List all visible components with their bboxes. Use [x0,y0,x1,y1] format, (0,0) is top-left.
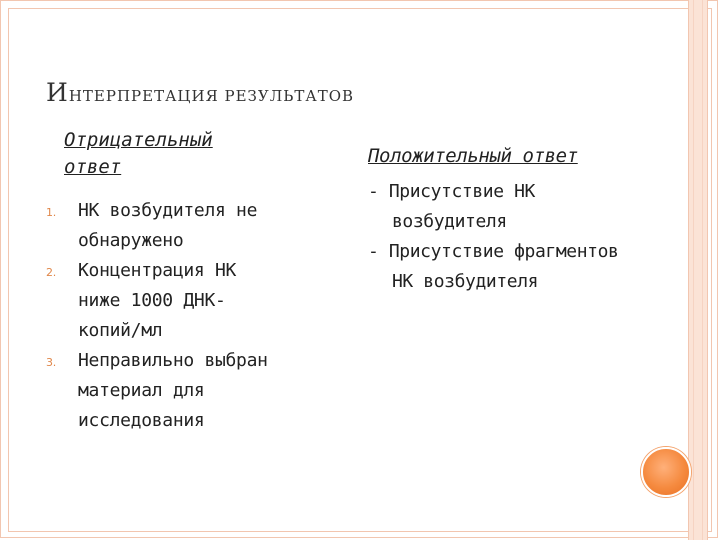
positive-heading: Положительный ответ [368,145,578,167]
negative-list [46,196,346,436]
list-number: 3. [46,356,56,369]
positive-item-line: возбудителя [392,211,507,232]
list-item-line: НК возбудителя не [78,200,258,221]
list-item-line: материал для [78,380,205,401]
list-item-line: ниже 1000 ДНК- [78,290,226,311]
list-item [46,256,346,346]
title-capital: И [46,78,69,107]
list-item-line: копий/мл [78,320,163,341]
list-item-line: обнаружено [78,230,184,251]
list-item [46,346,346,436]
list-item-line: Концентрация НК [78,260,237,281]
list-number: 2. [46,266,56,279]
slide-title [46,78,354,107]
positive-item-line: - Присутствие фрагментов [368,241,619,262]
positive-item-line: - Присутствие НК [368,181,535,202]
negative-heading-line1: Отрицательный [64,129,213,151]
list-item [46,196,346,256]
list-item-line: исследования [78,410,205,431]
positive-item-line: НК возбудителя [392,271,539,292]
positive-list [368,177,688,297]
negative-heading [64,127,314,181]
decorative-stripe-inner [693,0,703,540]
decorative-circle [641,447,691,497]
list-number: 1. [46,206,56,219]
negative-heading-line2: ответ [64,156,122,178]
title-rest: НТЕРПРЕТАЦИЯ РЕЗУЛЬТАТОВ [68,87,355,105]
list-item-line: Неправильно выбран [78,350,268,371]
